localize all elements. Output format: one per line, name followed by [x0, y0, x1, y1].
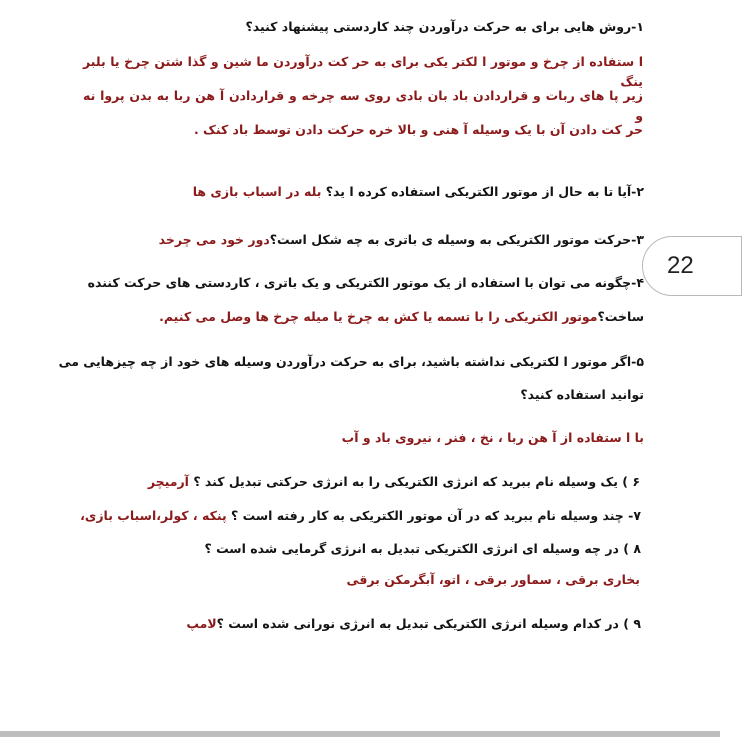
question-6: ۶ ) یک وسیله نام ببرید که انرژی الکتریکی را به انرژی حرکتی تبدیل کند ؟ — [193, 474, 640, 489]
question-8: ۸ ) در چه وسیله ای انرژی الکتریکی تبدیل به انرژی گرمایی شده است ؟ — [204, 541, 641, 556]
question-9-row — [186, 614, 641, 636]
question-4-line-1: ۴-چگونه می توان با استفاده از یک موتور الکتریکی و یک باتری ، کاردستی های حرکت کننده — [87, 275, 644, 290]
question-5-line-1: ۵-اگر موتور ا لکتریکی نداشته باشید، برای به حرکت درآوردن وسیله های خود از چه چیزهایی می — [58, 354, 644, 369]
answer-1-line-3: حر کت دادن آن با یک وسیله آ هنی و بالا خره حرکت دادن توسط باد کنک . — [193, 122, 643, 137]
answer-1-line-1: ا ستفاده از چرخ و موتور ا لکتر یکی برای به حر کت درآوردن ما شین و گذا شتن چرخ یا بلبر ینگ — [83, 54, 643, 89]
question-7: ۷- چند وسیله نام ببرید که در آن موتور الکتریکی به کار رفته است ؟ — [231, 508, 641, 523]
question-6-row — [148, 472, 640, 494]
question-1: ۱-روش هایی برای به حرکت درآوردن چند کاردستی پیشنهاد کنید؟ — [245, 19, 644, 34]
question-4-row — [159, 307, 644, 329]
answer-7: پنکه ، کولر،اسباب بازی، — [80, 508, 227, 523]
answer-6: آرمیچر — [147, 474, 189, 489]
answer-8: بخاری برقی ، سماور برقی ، اتو، آبگرمکن برقی — [346, 572, 640, 587]
question-3-row — [159, 230, 644, 252]
bottom-divider — [0, 731, 720, 737]
page-number: 22 — [667, 252, 694, 279]
question-5-line-2: توانید استفاده کنید؟ — [520, 387, 644, 402]
question-9: ۹ ) در کدام وسیله انرژی الکتریکی تبدیل به انرژی نورانی شده است ؟ — [216, 616, 641, 631]
question-7-row — [80, 506, 641, 528]
question-3: ۳-حرکت موتور الکتریکی به وسیله ی باتری به چه شکل است؟ — [269, 232, 644, 247]
question-4-line-2: ساخت؟ — [597, 309, 644, 324]
answer-3: دور خود می چرخد — [158, 232, 270, 247]
question-2: ۲-آیا تا به حال از موتور الکتریکی استفاده کرده ا ید؟ — [325, 184, 644, 199]
answer-4: موتور الکتریکی را با تسمه یا کش به چرخ یا میله چرخ ها وصل می کنیم. — [159, 309, 598, 324]
answer-5: با ا ستفاده از آ هن ربا ، نخ ، فنر ، نیروی باد و آب — [341, 430, 644, 445]
page-number-tab — [642, 236, 742, 296]
question-2-row — [193, 182, 644, 204]
answer-9: لامپ — [186, 616, 217, 631]
answer-1-line-2: زیر پا های ربات و قراردادن باد بان بادی روی سه چرخه و قراردادن آ هن ربا به بدن پروا نه و — [83, 88, 643, 123]
answer-2: بله در اسباب بازی ها — [192, 184, 322, 199]
